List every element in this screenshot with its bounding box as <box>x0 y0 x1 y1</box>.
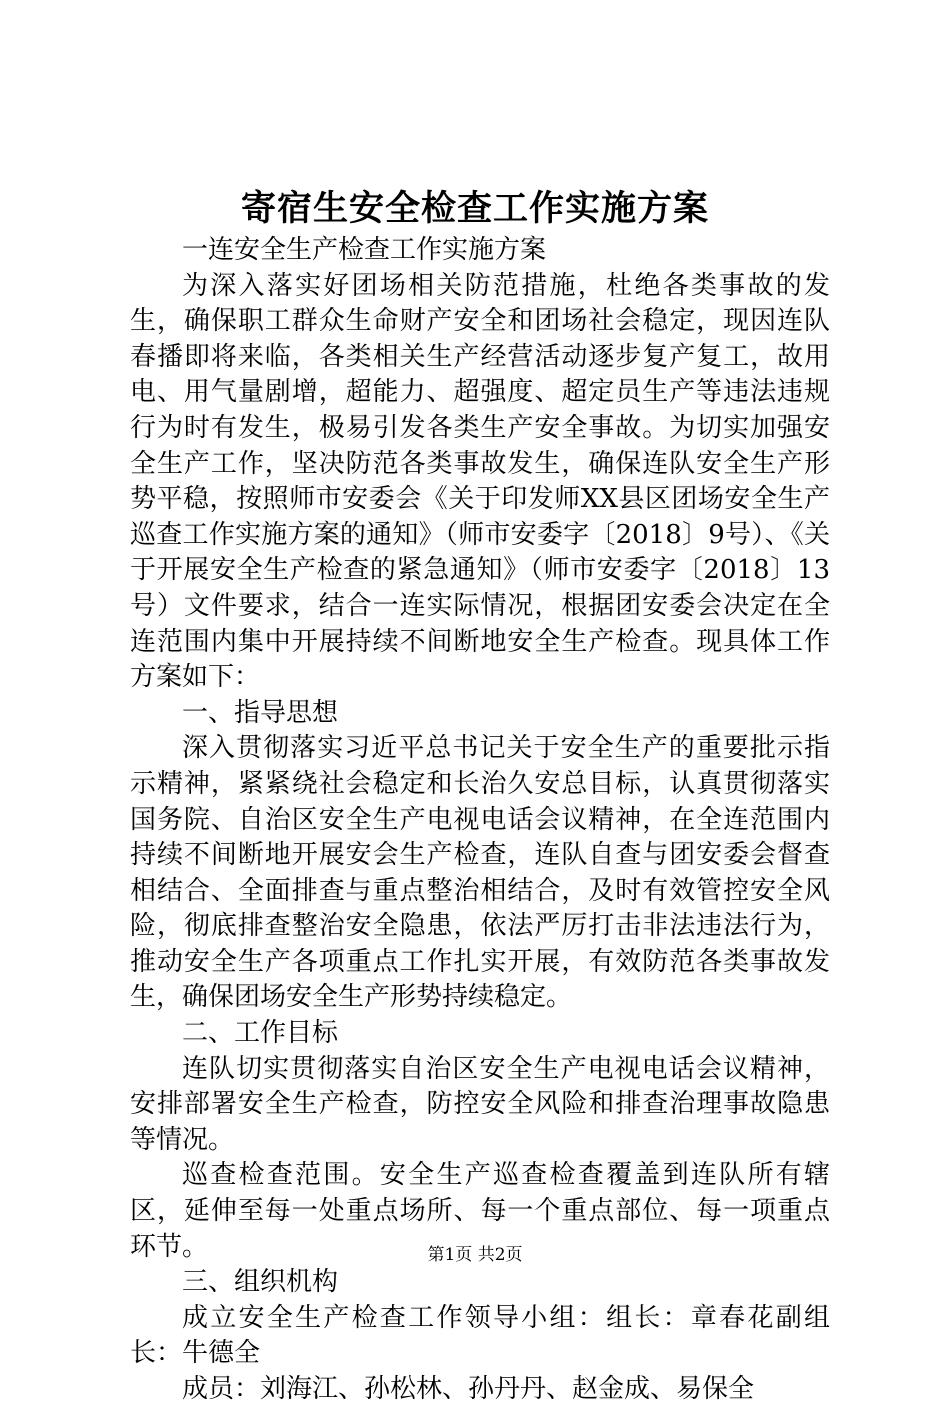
paragraph-members: 成员：刘海江、孙松林、孙丹丹、赵金成、易保全 <box>182 1374 755 1404</box>
page-footer: 第1页 共2页 <box>427 1245 523 1265</box>
section-heading-work-goal: 二、工作目标 <box>182 1018 339 1049</box>
section-heading-organization: 三、组织机构 <box>182 1267 339 1298</box>
paragraph-intro: 为深入落实好团场相关防范措施，杜绝各类事故的发生，确保职工群众生命财产安全和团场社会稳定，现因连队春播即将来临，各类相关生产经营活动逐步复产复工，故用电、用气量剧增，超能力、超强度、超定员生产等违法违规行为时有发生，极易引发各类生产安全事故。为切实加强安全生产工作，坚决防范各类事故发生，确保连队安全生产形势平稳，按照师市安委会《关于印发师XX县区团场安全生产巡查工作实施方案的通知》（师市安委字〔2018〕9号）、《关于开展安全生产检查的紧急通知》（师市安委字〔2018〕13号）文件要求，结合一连实际情况，根据团安委会决定在全连范围内集中开展持续不间断地安全生产检查。现具体工作方案如下： <box>130 270 830 693</box>
paragraph-work-goal: 连队切实贯彻落实自治区安全生产电视电话会议精神，安排部署安全生产检查，防控安全风险和排查治理事故隐患等情况。 <box>130 1053 830 1155</box>
paragraph-subtitle: 一连安全生产检查工作实施方案 <box>182 235 547 265</box>
document-body <box>130 233 830 1408</box>
paragraph-guiding-thought: 深入贯彻落实习近平总书记关于安全生产的重要批示指示精神，紧紧绕社会稳定和长治久安总目标，认真贯彻落实国务院、自治区安全生产电视电话会议精神，在全连范围内持续不间断地开展安会生产检查，连队自查与团安委会督查相结合、全面排查与重点整治相结合，及时有效管控安全风险，彻底排查整治安全隐患，依法严厉打击非法违法行为，推动安全生产各项重点工作扎实开展，有效防范各类事故发生，确保团场安全生产形势持续稳定。 <box>130 733 830 1013</box>
paragraph-leadership-group: 成立安全生产检查工作领导小组：组长：章春花副组长：牛德全 <box>130 1302 830 1369</box>
paragraph-inspection-scope: 巡查检查范围。安全生产巡查检查覆盖到连队所有辖区，延伸至每一处重点场所、每一个重点部位、每一项重点环节。 <box>130 1160 830 1262</box>
section-heading-guiding-thought: 一、指导思想 <box>182 697 339 728</box>
document-title: 寄宿生安全检查工作实施方案 <box>240 188 709 229</box>
